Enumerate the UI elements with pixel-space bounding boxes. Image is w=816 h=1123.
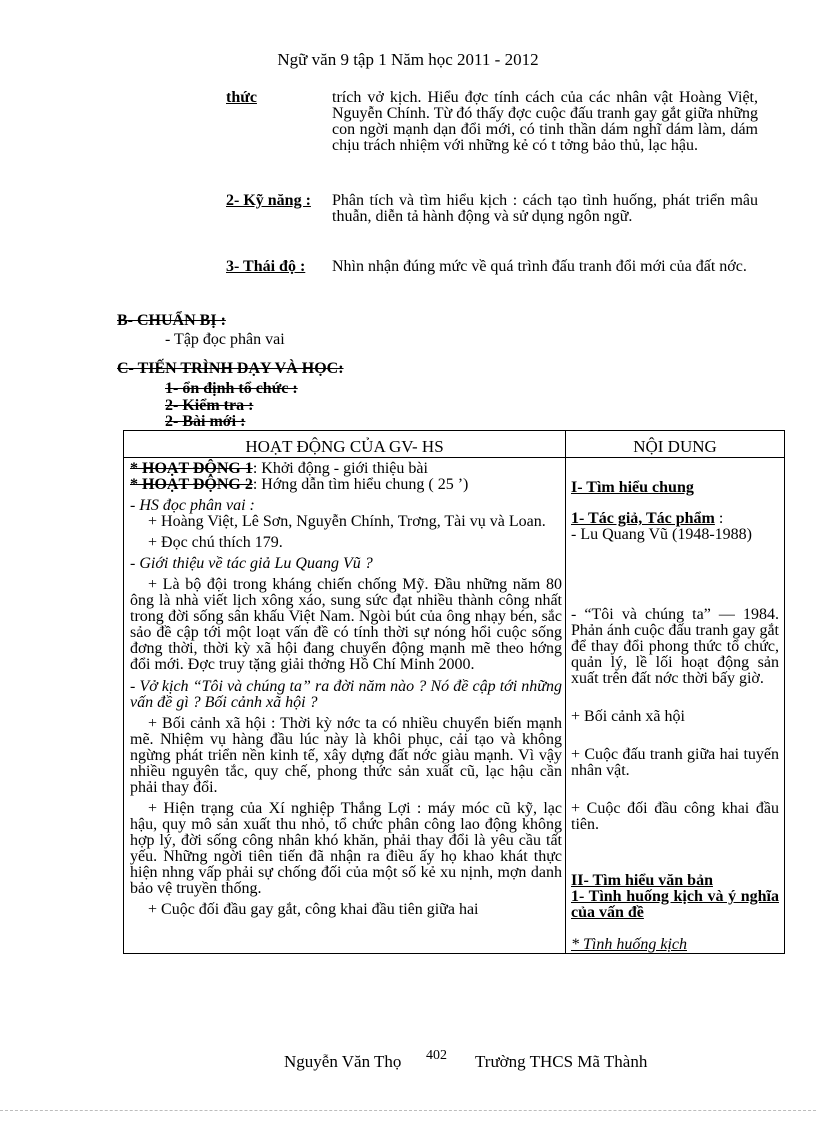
activities-cell bbox=[124, 458, 566, 954]
left-paragraph: + Hoàng Việt, Lê Sơn, Nguyễn Chính, Trơng, Tài vụ và Loan. bbox=[148, 513, 546, 530]
activity-2-text: : Hớng dẫn tìm hiểu chung ( 25 ’) bbox=[252, 476, 469, 493]
objective-label: 2- Kỹ năng : bbox=[226, 192, 311, 209]
footer-school: Trường THCS Mã Thành bbox=[475, 1052, 648, 1071]
content-item: + Cuộc đấu tranh giữa hai tuyến nhân vật. bbox=[571, 746, 779, 779]
left-paragraph: + Bối cảnh xã hội : Thời kỳ nớc ta có nhiều chuyển biến mạnh mẽ. Nhiệm vụ hàng đầu lúc này là khôi phục, cải tạo và không ngừng phát triển nền kinh tế, xây dựng đất nớc giàu mạnh. Vì vậy nhiều nguyên tắc, quy chế, phong thức sản xuất cũ, lạc hậu cần phải thay đổi. bbox=[130, 715, 562, 796]
content-heading-author bbox=[571, 511, 779, 527]
column-header-content: NỘI DUNG bbox=[566, 431, 785, 458]
objective-label: 3- Thái độ : bbox=[226, 258, 306, 275]
footer-page-number: 402 bbox=[426, 1048, 447, 1063]
section-b-item: - Tập đọc phân vai bbox=[165, 331, 285, 348]
content-heading-author-label: 1- Tác giả, Tác phẩm bbox=[571, 510, 715, 527]
content-heading-author-suffix: : bbox=[714, 510, 724, 527]
content-item: + Cuộc đối đầu công khai đầu tiên. bbox=[571, 800, 779, 833]
column-header-activities: HOẠT ĐỘNG CỦA GV- HS bbox=[124, 431, 566, 458]
activity-1-label: * HOẠT ĐỘNG 1 bbox=[130, 460, 253, 477]
left-paragraph: + Cuộc đối đầu gay gắt, công khai đầu tiên giữa hai bbox=[148, 901, 479, 918]
activity-2 bbox=[130, 477, 562, 493]
section-b-title: B- CHUẨN BỊ : bbox=[117, 312, 226, 329]
content-cell bbox=[566, 458, 785, 954]
table-row bbox=[124, 458, 785, 954]
left-paragraph: + Là bộ đội trong kháng chiến chống Mỹ. Đầu những năm 80 ông là nhà viết lịch xông xáo, sung sức đạt nhiều thành công nhất trong đời sống sân khấu Việt Nam. Ngòi bút của ông nhạy bén, sắc sảo đề cập tới một loạt vấn đề có tính thời sự nóng hổi cuộc sống đơng thời, thời kỳ xã hội đang chuyển động mạnh mẽ theo hớng đổi mới. Đợc truy tặng giải thởng Hồ Chí Minh 2000. bbox=[130, 576, 562, 673]
left-question: - HS đọc phân vai : bbox=[130, 497, 255, 514]
section-c-title: C- TIẾN TRÌNH DẠY VÀ HỌC: bbox=[117, 360, 344, 377]
table-header-row bbox=[124, 431, 785, 458]
activity-1-text: : Khởi động - giới thiệu bài bbox=[252, 460, 428, 477]
content-heading-text: II- Tìm hiểu văn bản bbox=[571, 872, 713, 889]
left-question: - Giới thiệu về tác giả Lu Quang Vũ ? bbox=[130, 555, 373, 572]
content-item: - Lu Quang Vũ (1948-1988) bbox=[571, 526, 753, 543]
section-c-step-1: 1- ổn định tổ chức : bbox=[165, 380, 298, 397]
left-paragraph: + Hiện trạng của Xí nghiệp Thắng Lợi : máy móc cũ kỹ, lạc hậu, quy mô sản xuất thu nhỏ, tổ chức phân công lao động không hợp lý, đời sống công nhân khó khăn, phải thay đổi là yêu cầu tất yếu. Những ngời tiên tiến đã nhận ra điều ấy họ khao khát thực hiện nhng vấp phải sự chống đối của một số kẻ xu nịnh, mợn danh bảo vệ truyền thống. bbox=[130, 800, 562, 897]
content-item: - “Tôi và chúng ta” — 1984. Phản ánh cuộc đấu tranh gay gắt để thay đổi phong thức tổ chức, quản lý, lề lối hoạt động sản xuất trên đất nớc thời bấy giờ. bbox=[571, 606, 779, 687]
objective-label: thức bbox=[226, 89, 257, 106]
activity-2-label: * HOẠT ĐỘNG 2 bbox=[130, 476, 253, 493]
activity-1 bbox=[130, 461, 562, 477]
footer-author: Nguyễn Văn Thọ bbox=[284, 1052, 402, 1071]
objective-text: Nhìn nhận đúng mức về quá trình đấu tranh đổi mới của đất nớc. bbox=[332, 258, 747, 275]
page-header: Ngữ văn 9 tập 1 Năm học 2011 - 2012 bbox=[277, 50, 539, 69]
lesson-table bbox=[123, 430, 785, 954]
objective-text: trích vở kịch. Hiểu đợc tính cách của các nhân vật Hoàng Việt, Nguyễn Chính. Từ đó thấy đợc cuộc đấu tranh gay gắt giữa những con ngời mạnh dạn đổi mới, có tinh thần dám nghĩ dám làm, dám chịu trách nhiệm với những kẻ có t tởng bảo thủ, lạc hậu. bbox=[332, 89, 758, 154]
left-question: - Vở kịch “Tôi và chúng ta” ra đời năm nào ? Nó đề cập tới những vấn đề gì ? Bối cảnh xã hội ? bbox=[130, 678, 562, 711]
objective-text: Phân tích và tìm hiểu kịch : cách tạo tình huống, phát triển mâu thuẫn, diễn tả hành động và sử dụng ngôn ngữ. bbox=[332, 192, 758, 225]
section-c-step-2: 2- Kiểm tra : bbox=[165, 397, 254, 414]
content-heading-situation: 1- Tình huống kịch và ý nghĩa của vấn đề bbox=[571, 888, 779, 921]
section-c-step-3: 2- Bài mới : bbox=[165, 413, 246, 430]
left-paragraph: + Đọc chú thích 179. bbox=[148, 534, 283, 551]
content-item: + Bối cảnh xã hội bbox=[571, 708, 685, 725]
content-heading-general: I- Tìm hiểu chung bbox=[571, 479, 694, 496]
page-break-line bbox=[0, 1110, 816, 1111]
content-item: * Tình huống kịch bbox=[571, 936, 687, 953]
